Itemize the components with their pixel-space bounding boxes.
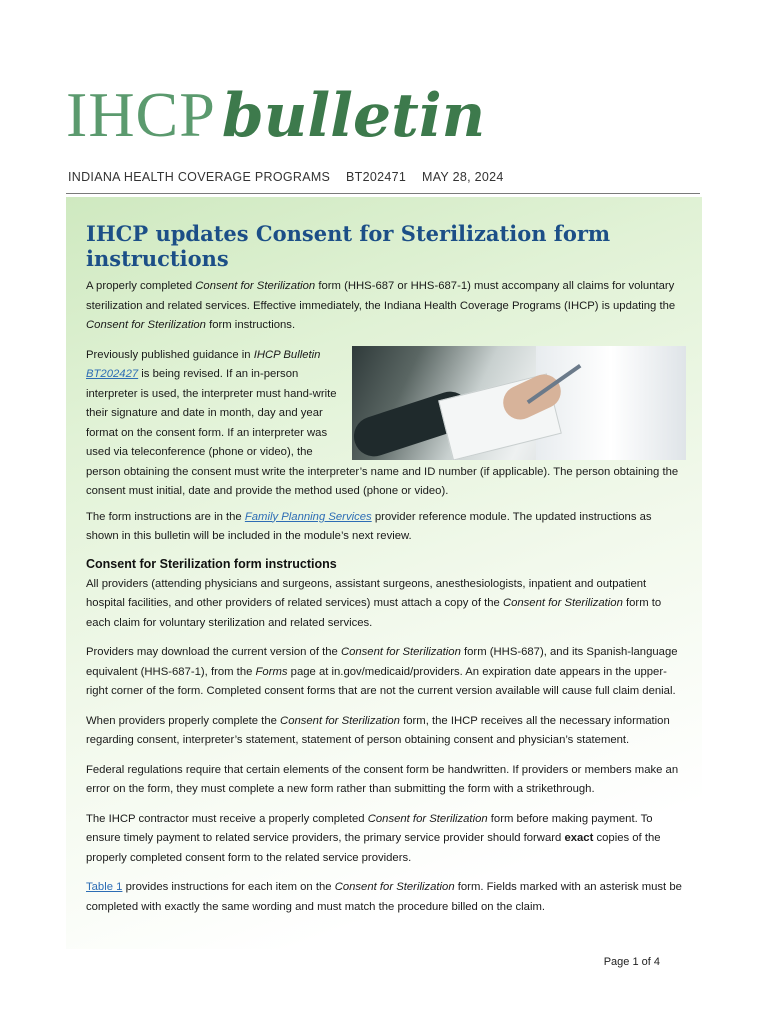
- paragraph-guidance: Previously published guidance in IHCP Bulletin BT202427 is being revised. If an in-person interpreter is used, the interpreter must hand-write their signature and date in month, day and year format on the consent form. If an interpreter was used via teleconference (phone or video), the person obtaining the consent must write the interpreter’s name and ID number (if applicable). The person obtaining the consent must initial, date and provide the method used (phone or video).: [86, 346, 682, 502]
- page-number: Page 1 of 4: [603, 956, 660, 968]
- paragraph-download: Providers may download the current version of the Consent for Sterilization form (HHS-687), and its Spanish-language equivalent (HHS-687-1), from the Forms page at in.gov/medicaid/providers. An expiration date appears in the upper-right corner of the form. Completed consent forms that are not the current version available will cause full claim denial.: [86, 646, 678, 697]
- paragraph-providers: All providers (attending physicians and surgeons, assistant surgeons, anesthesiologists, inpatient and outpatient hospital facilities, and other providers of related services) must attach a copy of the Consent for Sterilization form to each claim for voluntary sterilization and related services.: [86, 577, 662, 629]
- paragraph-module: The form instructions are in the Family Planning Services provider reference module. The updated instructions as shown in this bulletin will be included in the module’s next review.: [86, 510, 652, 542]
- paragraph-federal: Federal regulations require that certain elements of the consent form be handwritten. If providers or members make an error on the form, they must complete a new form rather than submitting the form with a strikethrough.: [86, 763, 679, 795]
- bt202427-link[interactable]: BT202427: [86, 368, 139, 380]
- bulletin-meta: [68, 170, 504, 184]
- masthead-ihcp: IHCP: [66, 79, 216, 150]
- article-title: IHCP updates Consent for Sterilization form instructions: [86, 221, 611, 271]
- paragraph-contractor: The IHCP contractor must receive a properly completed Consent for Sterilization form before making payment. To ensure timely payment to related service providers, the primary service provider should forward exact copies of the properly completed consent form to the related service providers.: [86, 812, 661, 864]
- article-content: [86, 221, 682, 927]
- bulletin-code: BT202471: [346, 170, 407, 184]
- organization-name: INDIANA HEALTH COVERAGE PROGRAMS: [68, 170, 331, 184]
- paragraph-table: Table 1 provides instructions for each item on the Consent for Sterilization form. Fields marked with an asterisk must be completed with exactly the same wording and must match the procedure billed on the claim.: [86, 881, 682, 913]
- bulletin-date: MAY 28, 2024: [422, 170, 504, 184]
- section-heading: Consent for Sterilization form instructions: [86, 556, 337, 571]
- paragraph-intro: A properly completed Consent for Sterilization form (HHS-687 or HHS-687-1) must accompany all claims for voluntary sterilization and related services. Effective immediately, the Indiana Health Coverage Programs (IHCP) is updating the Consent for Sterilization form instructions.: [86, 280, 676, 331]
- paragraph-complete: When providers properly complete the Consent for Sterilization form, the IHCP receives all the necessary information regarding consent, interpreter’s statement, statement of person obtaining consent and physician’s statement.: [86, 714, 670, 746]
- header-divider: [66, 193, 700, 194]
- masthead-logo: [66, 78, 485, 152]
- table-1-link[interactable]: Table 1: [86, 881, 123, 893]
- clinician-photo: [352, 346, 686, 460]
- masthead-bulletin: bulletin: [221, 81, 486, 151]
- family-planning-link[interactable]: Family Planning Services: [244, 510, 372, 523]
